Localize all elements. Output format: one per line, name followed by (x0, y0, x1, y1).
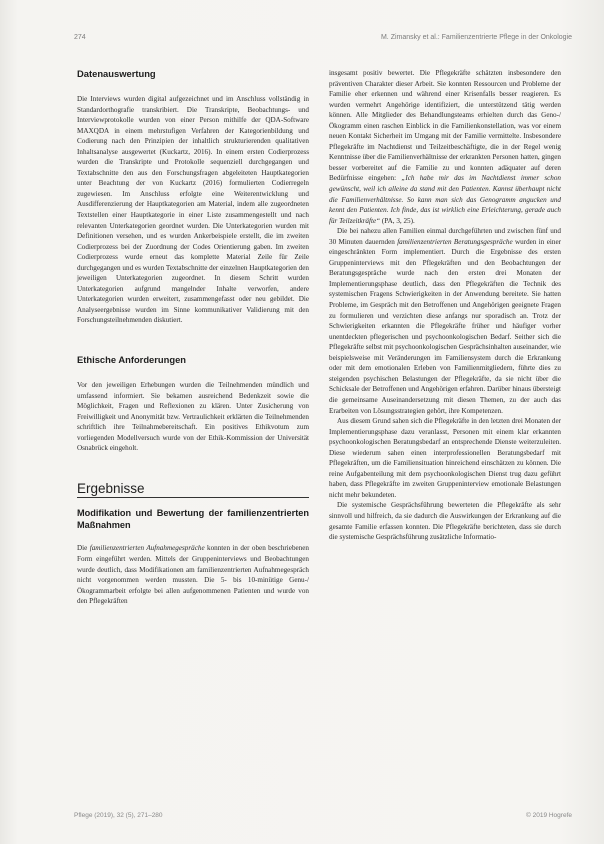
interview-quote: „Ich habe mir das im Nachtdienst immer schon gewünscht, weil ich alleine da stand mit den Patienten. Kannst überhaupt nicht die Familienverhältnisse. So kann man sich das Genogramm angucken und kennt den Patienten. Ich finde, das ist wirklich eine Erleichterung, gerade auch für Teilzeitkräfte“ (329, 174, 562, 225)
left-column (77, 62, 309, 607)
right-column (329, 68, 561, 543)
running-head (74, 34, 572, 41)
page-footer (74, 812, 572, 819)
paragraph: Die Interviews wurden digital aufgezeichnet und im Anschluss vollständig in Standardorthografie transkribiert. Die Transkripte, Beobachtungs- und Interviewprotokolle wurden von einer Person mithilfe der QDA-Software MAXQDA in einem mehrstufigen Verfahren der Kategorienbildung und Codierung nach den Prinzipien der inhaltlich strukturierenden qualitativen Inhaltsanalyse ausgewertet (Kuckartz, 2016). In einem ersten Codierprozess wurden die Transkripte und Protokolle sequenziell durchgegangen und Textabschnitte den aus den Forschungsfragen abgeleiteten Hauptkategorien unter Beachtung der von Kuckartz (2016) formulierten Codierregeln zugewiesen. Im Anschluss erfolgte eine Weiterentwicklung und Ausdifferenzierung der Hauptkategorien am Material, indem alle zugeordneten Textstellen einer Hauptkategorie in einer Liste zusammengestellt und nach relevanten Unterkategorien geordnet wurden. Die Unterkategorien wurden mit Definitionen versehen, und es wurden Ankerbeispiele erstellt, die im zweiten Codierprozess bei der Zuordnung der Codes Orientierung gaben. Im zweiten Codierprozess wurde erneut das komplette Material Zeile für Zeile durchgegangen und es wurden Textabschnitte der einzelnen Hauptkategorien den jeweiligen Unterkategorien zugeordnet. In diesem Schritt wurden Unterkategorien aufgrund mangelnder Inhalte verworfen, andere Unterkategorien wurden erweitert, zusammengefasst oder neu gebildet. Die Analyseergebnisse wurden im Sinne kommunikativer Validierung mit den Forschungsteilnehmenden diskutiert. (77, 95, 309, 325)
running-title: M. Zimansky et al.: Familienzentrierte Pflege in der Onkologie (380, 34, 572, 41)
main-heading-ergebnisse: Ergebnisse (77, 484, 309, 499)
paragraph: Die systemische Gesprächsführung bewerteten die Pflegekräfte als sehr sinnvoll und hilfreich, da sie dadurch die Auswirkungen der Erkrankung auf die gesamte Familie erfassen konnten. Die Pflegekräfte berichteten, dass sie durch die systemische Gesprächsführung zusätzliche Informatio- (329, 501, 561, 542)
paragraph: Aus diesem Grund sahen sich die Pflegekräfte in den letzten drei Monaten der Implementierungsphase dazu veranlasst, Personen mit einem klar erkannten psychoonkologischen Beratungsbedarf an entsprechende Dienste weiterzuleiten. Diese wiederum sahen einen interprofessionellen Beratungsbedarf mit Pflegekräften, um die Familiensituation hinreichend einschätzen zu können. Die reine Aufgabenteilung mit dem psychoonkologischen Dienst trug dazu geführt haben, dass Pflegekräfte im zweiten Gruppeninterview emotionale Belastungen nicht mehr bekundeten. (329, 417, 561, 499)
paragraph: Die bei nahezu allen Familien einmal durchgeführten und zwischen fünf und 30 Minuten dauernden familienzentrierten Beratungsgespräche wurden in einer eingeschränkten Form implementiert. Durch die Ergebnisse des ersten Gruppeninterviews mit den Pflegekräften und den Beobachtungen der Beratungsgespräche wurde nach den ersten drei Monaten der Implementierungsphase deutlich, dass den Pflegekräften die Technik des systemischen Fragens Schwierigkeiten in der Anwendung bereitete. Sie hatten Probleme, im Gespräch mit den Betroffenen und Angehörigen geeignete Fragen zu formulieren und verzichten diese anfangs nur sporadisch an. Trotz der Schwierigkeiten erkannten die Pflegekräfte früher und häufiger vorher unentdeckten pflegerischen und psychoonkologischen Bedarf. Seither sich die Pflegekräfte selbst mit psychoonkologischen Gesprächsinhalten auseinander, wie beispielsweise mit Veränderungen im Familiensystem durch die Erkrankung oder mit dem emotionalen Erleben von Familienmitgliedern, führte dies zu steigenden psychischen Belastungen der Pflegekräfte, da sie nicht über die Schicksale der Betroffenen und Angehörigen erfahren. Darüber hinaus übersteigt die gemeinsame Auseinandersetzung mit diesen Themen, zu der auch das Erarbeiten von Lösungsstrategien gehört, ihre Kompetenzen. (329, 227, 561, 415)
footer-citation: Pflege (2019), 32 (5), 271–280 (74, 812, 163, 819)
section-heading-datenauswertung: Datenauswertung (77, 68, 156, 79)
paragraph: Vor den jeweiligen Erhebungen wurden die Teilnehmenden mündlich und umfassend informiert. Sie bekamen ausreichend Bedenkzeit sowie die Möglichkeit, Fragen und Reflexionen zu klären. Unter Zusicherung von Freiwilligkeit und Anonymität bzw. Vertraulichkeit erklärten die Teilnehmenden schriftlich ihre Teilnahmebereitschaft. Ein positives Ethikvotum zum vorliegenden Modellversuch wurde von der Ethik-Kommission der Universität Osnabrück eingeholt. (77, 381, 309, 453)
paragraph: Die familienzentrierten Aufnahmegespräche konnten in der oben beschriebenen Form eingeführt werden. Mittels der Gruppeninterviews und Beobachtungen wurde deutlich, dass Modifikationen am familienzentrierten Aufnahmegespräch nicht vorgenommen werden mussten. Die 5- bis 10-minütige Genu-/Ökogrammarbeit erfolgte bei allen aufgenommenen Patienten und wurde von den Pflegekräften (77, 544, 309, 606)
paragraph: insgesamt positiv bewertet. Die Pflegekräfte schätzten insbesondere den präventiven Charakter dieser Arbeit. Sie konnten Ressourcen und Probleme der Familie eher erkennen und während einer Krisenfalls besser reagieren. Es wurden vermehrt Angehörige identifiziert, die unterstützend tätig werden können. Alle Mitglieder des Behandlungsteams erhielten durch das Geno-/Ökogramm einen raschen Einblick in die Familienkonstellation, was vor einem neuen Kontakt Sicherheit im Umgang mit der Familie vermittelte. Insbesondere Pflegekräfte im Nachtdienst und Teilzeitbeschäftigte, die in der Regel wenig Kenntnisse über die Familienverhältnisse der erkrankten Personen hatten, gingen besser vorbereitet auf die Familie zu und konnten adäquater auf deren Bedürfnisse eingehen: „Ich habe mir das im Nachtdienst immer schon gewünscht, weil ich alleine da stand mit den Patienten. Kannst überhaupt nicht die Familienverhältnisse. So kann man sich das Genogramm angucken und kennt den Patienten. Ich finde, das ist wirklich eine Erleichterung, gerade auch für Teilzeitkräfte“ (PA, 3, 25). (329, 69, 562, 225)
page-number: 274 (74, 34, 86, 41)
subsection-heading-modifikation: Modifikation und Bewertung der familienzentrierten Maßnahmen (77, 508, 309, 530)
footer-copyright: © 2019 Hogrefe (526, 812, 572, 819)
section-heading-ethik: Ethische Anforderungen (77, 354, 187, 366)
